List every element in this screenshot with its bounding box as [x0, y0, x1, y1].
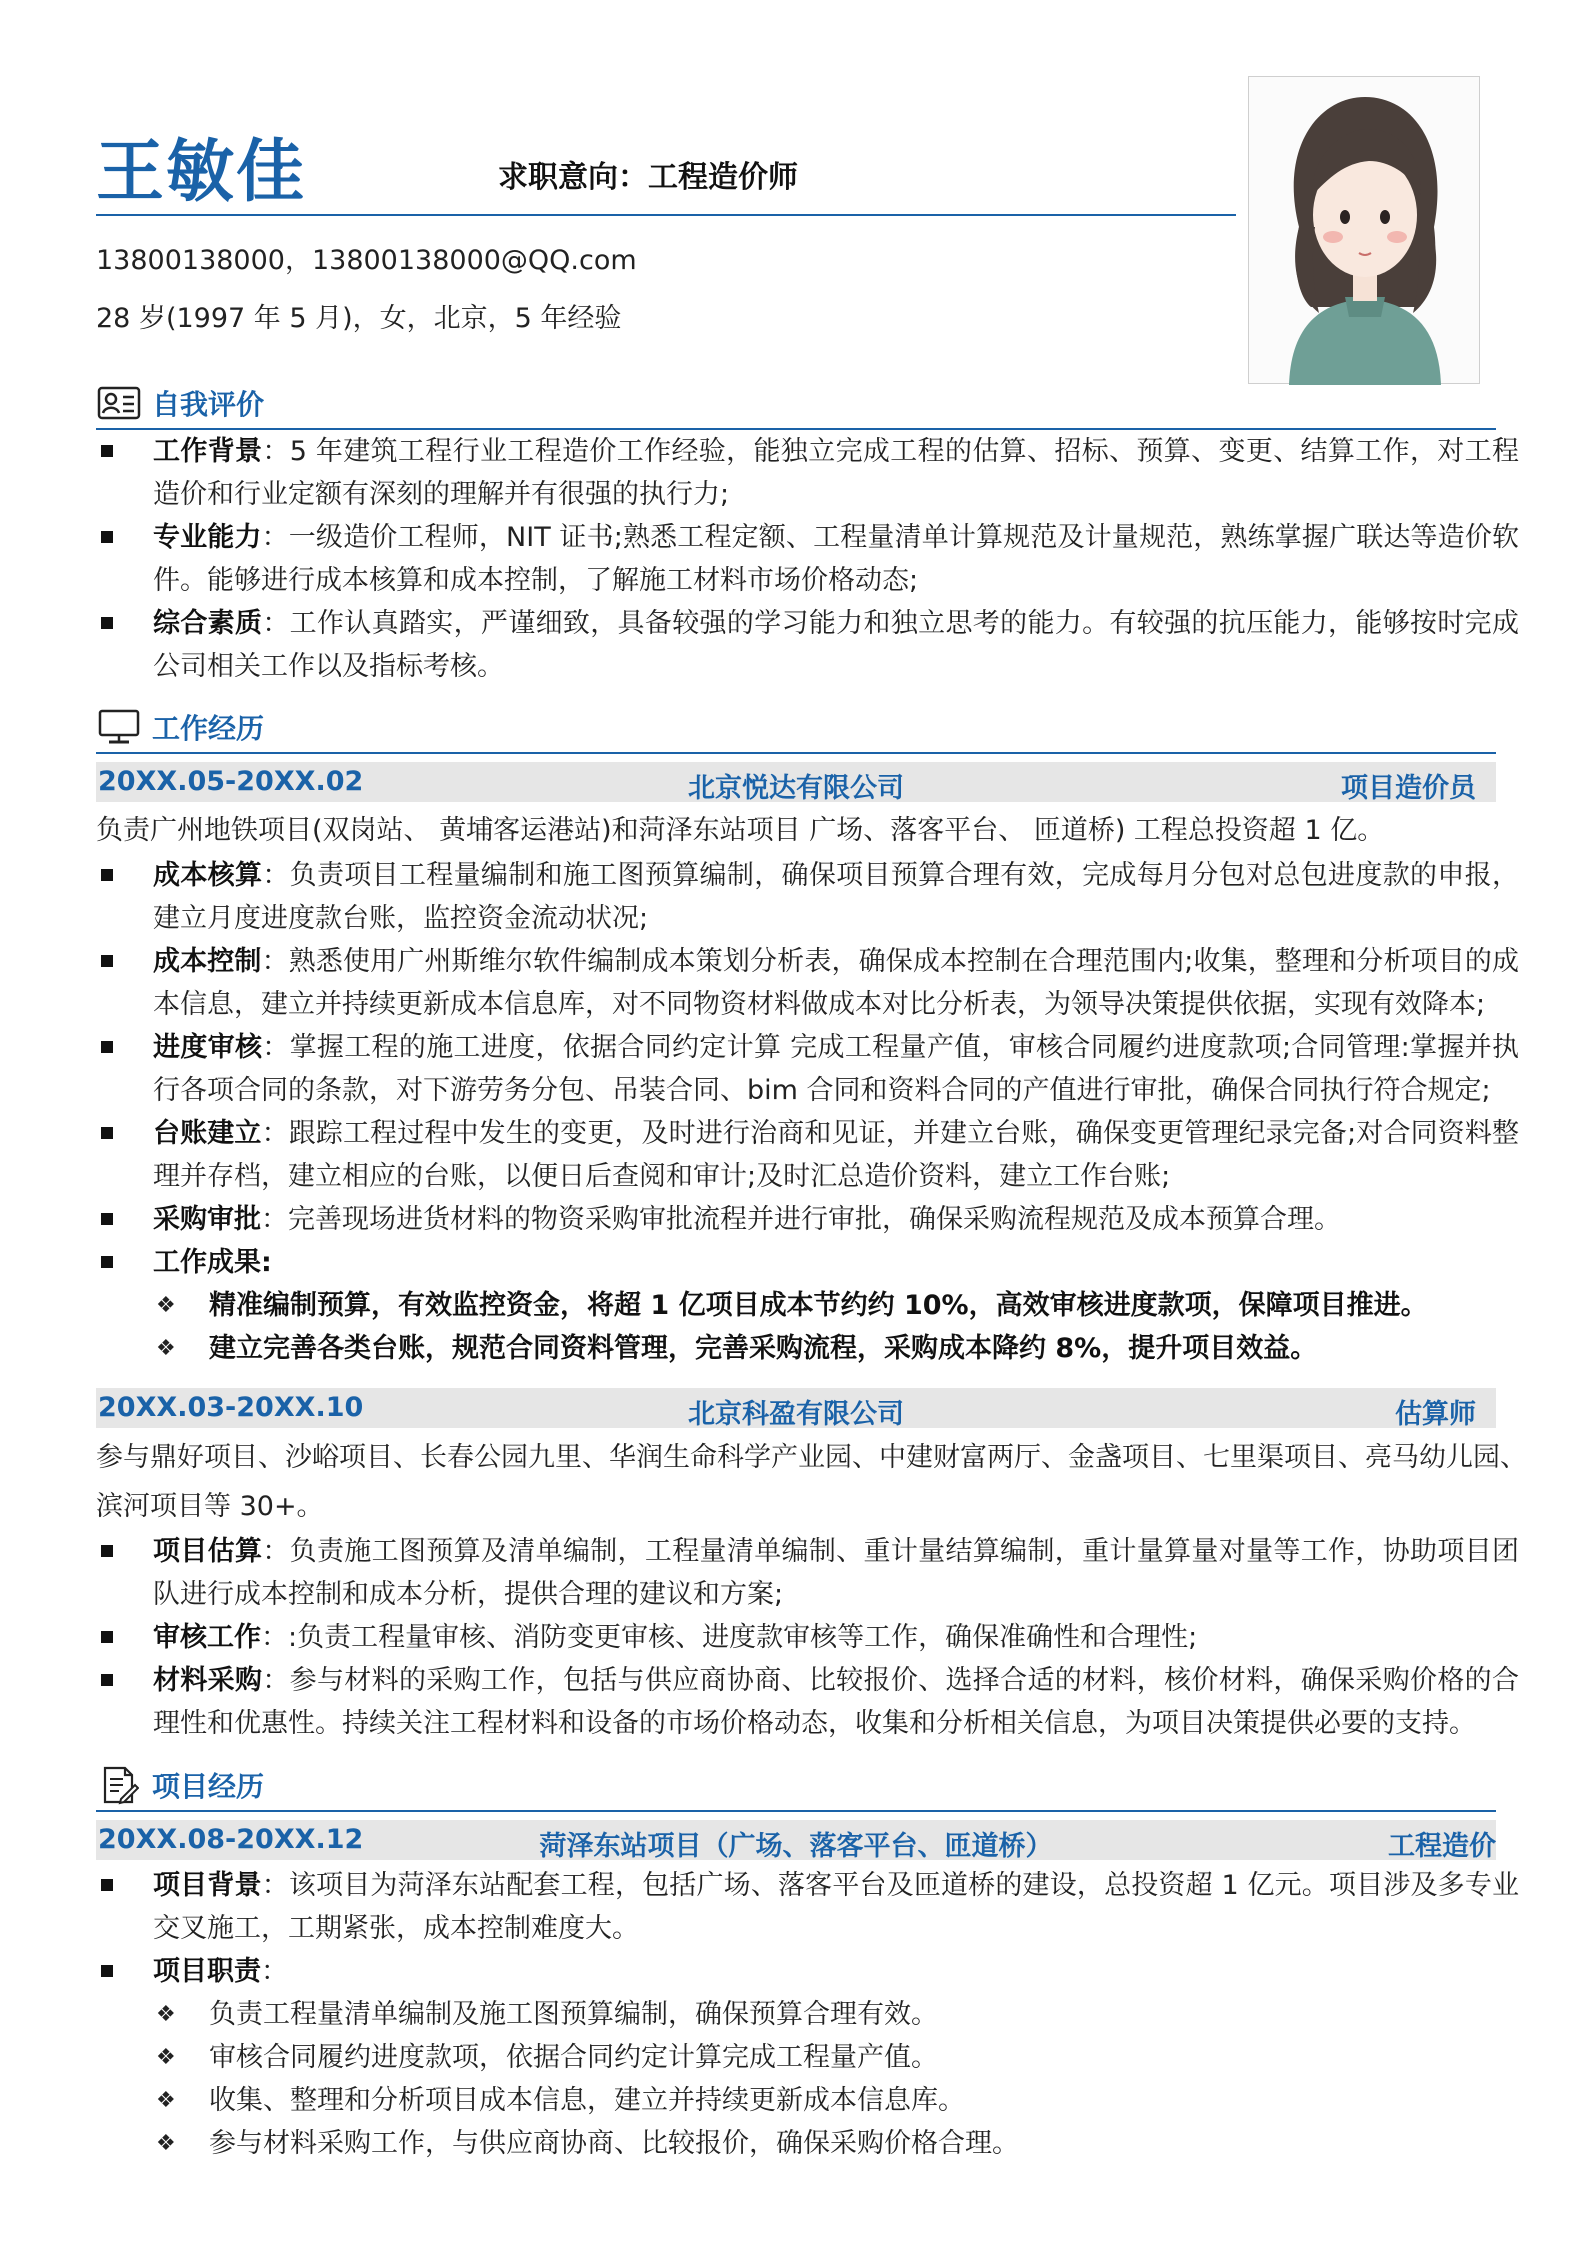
diamond-bullet-icon: ❖	[156, 2088, 176, 2113]
item-text: ：负责施工图预算及清单编制，工程量清单编制、重计量结算编制，重计量算量对量等工作，协助项目团队进行成本控制和成本分析，提供合理的建议和方案;	[153, 1536, 1520, 1610]
item-text: ：:负责工程量审核、消防变更审核、进度款审核等工作，确保准确性和合理性;	[261, 1622, 1198, 1653]
document-edit-icon	[96, 1765, 142, 1805]
job-header-bar	[96, 762, 1496, 802]
square-bullet-icon	[101, 955, 113, 967]
project-name: 菏泽东站项目（广场、落客平台、匝道桥）	[539, 1831, 1053, 1862]
list-item	[96, 1112, 1519, 1198]
section-header	[96, 706, 1496, 748]
item-key: 项目背景	[153, 1870, 262, 1901]
duty-text: 参与材料采购工作，与供应商协商、比较报价，确保采购价格合理。	[209, 2128, 1019, 2159]
item-text: ：完善现场进货材料的物资采购审批流程并进行审批，确保采购流程规范及成本预算合理。	[261, 1204, 1341, 1235]
basic-info: 28 岁(1997 年 5 月)，女，北京，5 年经验	[96, 303, 622, 334]
item-text: ：5 年建筑工程行业工程造价工作经验，能独立完成工程的估算、招标、预算、变更、结算工作，对工程造价和行业定额有深刻的理解并有很强的执行力;	[153, 436, 1520, 510]
item-text: ：一级造价工程师，NIT 证书;熟悉工程定额、工程量清单计算规范及计量规范，熟练掌握广联达等造价软件。能够进行成本核算和成本控制，了解施工材料市场价格动态;	[153, 522, 1519, 596]
result-item	[96, 1327, 1519, 1370]
list-item	[96, 1198, 1519, 1241]
section-title: 项目经历	[152, 1770, 265, 1803]
square-bullet-icon	[101, 1965, 113, 1977]
section-work-experience	[96, 706, 1496, 754]
job-date: 20XX.03-20XX.10	[98, 1392, 364, 1423]
list-item	[96, 1530, 1519, 1616]
section-divider	[96, 752, 1496, 754]
section-header	[96, 1764, 1496, 1806]
item-key: 综合素质	[153, 608, 263, 639]
item-text: ：跟踪工程过程中发生的变更，及时进行治商和见证，并建立台账，确保变更管理纪录完备;对合同资料整理并存档，建立相应的台账，以便日后查阅和审计;及时汇总造价资料，建立工作台账;	[153, 1118, 1519, 1192]
duty-item	[96, 2079, 1519, 2122]
list-item	[96, 940, 1519, 1026]
item-text: ：熟悉使用广州斯维尔软件编制成本策划分析表，确保成本控制在合理范围内;收集，整理和分析项目的成本信息，建立并持续更新成本信息库，对不同物资材料做成本对比分析表，为领导决策提供依据，实现有效降本;	[153, 946, 1519, 1020]
item-key: 材料采购	[153, 1665, 263, 1696]
result-item	[96, 1284, 1519, 1327]
job-role: 估算师	[1395, 1399, 1476, 1430]
square-bullet-icon	[101, 1127, 113, 1139]
project-1	[96, 1820, 1519, 2165]
id-card-icon	[96, 383, 142, 423]
list-item	[96, 1241, 1519, 1284]
item-key: 项目职责	[153, 1956, 261, 1987]
list-item	[96, 854, 1519, 940]
list-item	[96, 430, 1519, 516]
diamond-bullet-icon: ❖	[156, 1293, 176, 1318]
job-description: 参与鼎好项目、沙峪项目、长春公园九里、华润生命科学产业园、中建财富两厅、金盏项目、七里渠项目、亮马幼儿园、	[96, 1442, 1527, 1473]
job-description-cont: 滨河项目等 30+。	[96, 1491, 324, 1522]
job-header-bar	[96, 1388, 1496, 1428]
square-bullet-icon	[101, 445, 113, 457]
list-item	[96, 1616, 1519, 1659]
project-date: 20XX.08-20XX.12	[98, 1824, 364, 1855]
diamond-bullet-icon: ❖	[156, 2002, 176, 2027]
project-header-bar	[96, 1820, 1496, 1860]
result-text: 精准编制预算，有效监控资金，将超 1 亿项目成本节约约 10%，高效审核进度款项，保障项目推进。	[209, 1290, 1428, 1321]
item-key: 成本核算	[153, 860, 263, 891]
job-2	[96, 1388, 1527, 1745]
duty-item	[96, 2036, 1519, 2079]
square-bullet-icon	[101, 531, 113, 543]
monitor-icon	[96, 707, 142, 747]
square-bullet-icon	[101, 1213, 113, 1225]
company-name: 北京科盈有限公司	[688, 1399, 904, 1430]
section-header	[96, 382, 1496, 424]
section-self-evaluation	[96, 382, 1496, 430]
project-role: 工程造价	[1388, 1831, 1496, 1862]
duty-text: 负责工程量清单编制及施工图预算编制，确保预算合理有效。	[209, 1999, 938, 2030]
item-text: ：负责项目工程量编制和施工图预算编制，确保项目预算合理有效，完成每月分包对总包进度款的申报，建立月度进度款台账，监控资金流动状况;	[153, 860, 1520, 934]
item-key: 项目估算	[153, 1536, 263, 1567]
header-divider	[96, 214, 1236, 216]
contact-info: 13800138000，13800138000@QQ.com	[96, 245, 637, 276]
item-key: 进度审核	[153, 1032, 263, 1063]
item-key: 成本控制	[153, 946, 262, 977]
item-key: 专业能力	[153, 522, 262, 553]
item-key: 采购审批	[153, 1204, 261, 1235]
item-colon: ：	[261, 1956, 288, 1987]
list-item	[96, 602, 1519, 688]
duty-text: 收集、整理和分析项目成本信息，建立并持续更新成本信息库。	[209, 2085, 965, 2116]
result-text: 建立完善各类台账，规范合同资料管理，完善采购流程，采购成本降约 8%，提升项目效益。	[209, 1333, 1318, 1364]
list-item	[96, 1026, 1519, 1112]
list-item	[96, 1950, 1519, 1993]
profile-photo	[1248, 76, 1480, 384]
job-description: 负责广州地铁项目(双岗站、 黄埔客运港站)和菏泽东站项目 广场、落客平台、 匝道桥) 工程总投资超 1 亿。	[96, 815, 1385, 846]
diamond-bullet-icon: ❖	[156, 2131, 176, 2156]
square-bullet-icon	[101, 617, 113, 629]
list-item	[96, 1659, 1519, 1745]
square-bullet-icon	[101, 1879, 113, 1891]
item-key: 台账建立	[153, 1118, 262, 1149]
section-title: 自我评价	[152, 388, 265, 421]
section-divider	[96, 1810, 1496, 1812]
item-text: ：掌握工程的施工进度，依据合同约定计算 完成工程量产值，审核合同履约进度款项;合同管理:掌握并执行各项合同的条款，对下游劳务分包、吊装合同、bim 合同和资料合同的产值进行审批，确保合同执行符合规定;	[153, 1032, 1520, 1106]
duty-text: 审核合同履约进度款项，依据合同约定计算完成工程量产值。	[209, 2042, 938, 2073]
square-bullet-icon	[101, 1256, 113, 1268]
self-eval-list	[96, 430, 1519, 688]
job-date: 20XX.05-20XX.02	[98, 766, 364, 797]
job-role: 项目造价员	[1341, 773, 1476, 804]
section-project-experience	[96, 1764, 1496, 1812]
avatar-illustration	[1249, 77, 1481, 385]
item-key: 工作背景	[153, 436, 263, 467]
item-text: ：该项目为菏泽东站配套工程，包括广场、落客平台及匝道桥的建设，总投资超 1 亿元。项目涉及多专业交叉施工，工期紧张，成本控制难度大。	[153, 1870, 1520, 1944]
square-bullet-icon	[101, 1041, 113, 1053]
item-text: ：参与材料的采购工作，包括与供应商协商、比较报价、选择合适的材料，核价材料，确保采购价格的合理性和优惠性。持续关注工程材料和设备的市场价格动态，收集和分析相关信息，为项目决策提供必要的支持。	[153, 1665, 1520, 1739]
company-name: 北京悦达有限公司	[688, 773, 904, 804]
section-title: 工作经历	[152, 712, 265, 745]
list-item	[96, 516, 1519, 602]
square-bullet-icon	[101, 1631, 113, 1643]
diamond-bullet-icon: ❖	[156, 2045, 176, 2070]
list-item	[96, 1864, 1519, 1950]
square-bullet-icon	[101, 1545, 113, 1557]
candidate-name: 王敏佳	[96, 133, 307, 212]
item-text: ：工作认真踏实，严谨细致，具备较强的学习能力和独立思考的能力。有较强的抗压能力，能够按时完成公司相关工作以及指标考核。	[153, 608, 1520, 682]
job-1	[96, 762, 1519, 1370]
square-bullet-icon	[101, 1674, 113, 1686]
diamond-bullet-icon: ❖	[156, 1336, 176, 1361]
item-key: 工作成果:	[153, 1247, 272, 1278]
duty-item	[96, 2122, 1519, 2165]
square-bullet-icon	[101, 869, 113, 881]
job-intent: 求职意向：工程造价师	[498, 160, 798, 195]
duty-item	[96, 1993, 1519, 2036]
item-key: 审核工作	[153, 1622, 261, 1653]
